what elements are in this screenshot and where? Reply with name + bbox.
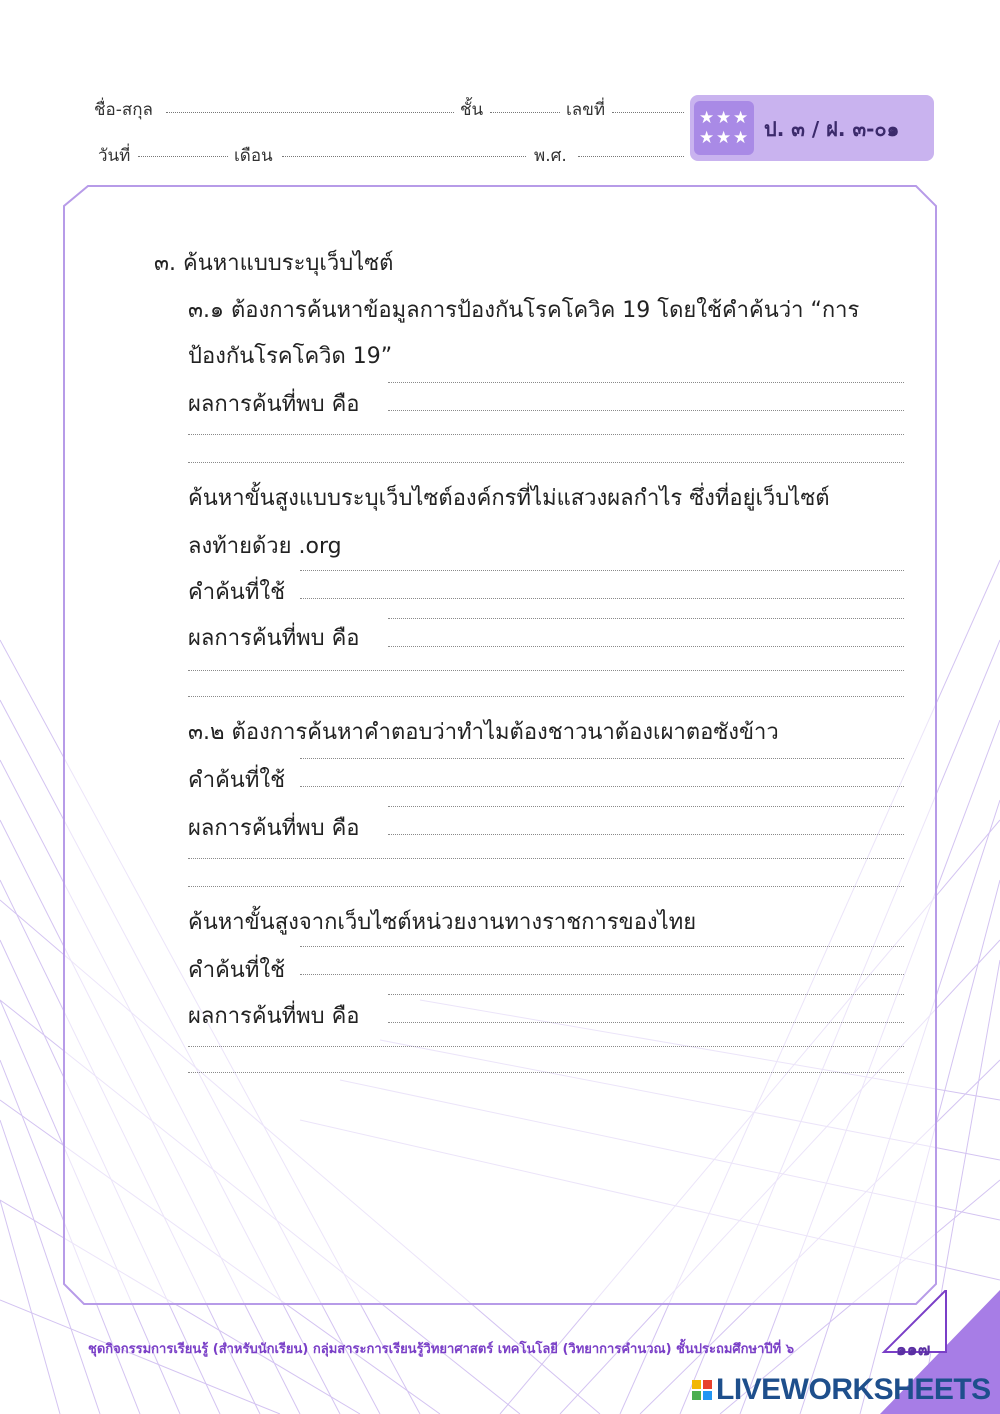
answer-line[interactable] bbox=[388, 806, 904, 807]
answer-line[interactable] bbox=[300, 946, 904, 947]
answer-line[interactable] bbox=[388, 1022, 904, 1023]
advanced-search-1-line2: ลงท้ายด้วย .org bbox=[188, 534, 342, 559]
answer-line[interactable] bbox=[388, 382, 904, 383]
page-number: ๑๑๗ bbox=[896, 1340, 931, 1360]
question-3-title: ๓. ค้นหาแบบระบุเว็บไซต์ bbox=[154, 251, 394, 276]
year-label: พ.ศ. bbox=[534, 146, 567, 166]
answer-line[interactable] bbox=[300, 598, 904, 599]
answer-line[interactable] bbox=[388, 646, 904, 647]
question-3-2-line1: ๓.๒ ต้องการค้นหาคำตอบว่าทำไมต้องชาวนาต้องเผาตอซังข้าว bbox=[188, 720, 779, 745]
number-label: เลขที่ bbox=[566, 100, 606, 120]
result-label: ผลการค้นที่พบ คือ bbox=[188, 1004, 360, 1029]
liveworksheets-logo-icon bbox=[692, 1380, 712, 1400]
worksheet-code: ป. ๓ / ฝ. ๓-๐๑ bbox=[764, 117, 900, 141]
answer-line[interactable] bbox=[388, 834, 904, 835]
question-3-1-line1: ๓.๑ ต้องการค้นหาข้อมูลการป้องกันโรคโควิค 19 โดยใช้คำค้นว่า “การ bbox=[188, 298, 860, 323]
keyword-label: คำค้นที่ใช้ bbox=[188, 768, 286, 793]
day-label: วันที่ bbox=[98, 146, 131, 166]
answer-line[interactable] bbox=[188, 462, 904, 463]
answer-line[interactable] bbox=[188, 696, 904, 697]
footer-series-text: ชุดกิจกรรมการเรียนรู้ (สำหรับนักเรียน) กลุ่มสาระการเรียนรู้วิทยาศาสตร์ เทคโนโลยี (วิทยาการคำนวณ) ชั้นประถมศึกษาปีที่ ๖ bbox=[88, 1342, 794, 1357]
answer-line[interactable] bbox=[188, 1072, 904, 1073]
class-label: ชั้น bbox=[460, 100, 484, 120]
question-3-1-line2: ป้องกันโรคโควิด 19” bbox=[188, 344, 393, 369]
result-label: ผลการค้นที่พบ คือ bbox=[188, 626, 360, 651]
answer-line[interactable] bbox=[188, 1046, 904, 1047]
answer-line[interactable] bbox=[188, 886, 904, 887]
month-label: เดือน bbox=[234, 146, 273, 166]
advanced-search-2-line1: ค้นหาขั้นสูงจากเว็บไซต์หน่วยงานทางราชการของไทย bbox=[188, 910, 697, 935]
advanced-search-1-line1: ค้นหาขั้นสูงแบบระบุเว็บไซต์องค์กรที่ไม่แสวงผลกำไร ซึ่งที่อยู่เว็บไซต์ bbox=[188, 486, 830, 511]
answer-line[interactable] bbox=[188, 858, 904, 859]
answer-line[interactable] bbox=[388, 994, 904, 995]
name-label: ชื่อ-สกุล bbox=[94, 100, 153, 120]
star-icon: ★ bbox=[699, 108, 715, 128]
star-icon: ★ bbox=[716, 108, 732, 128]
answer-line[interactable] bbox=[188, 434, 904, 435]
brand-name: LIVEWORKSHEETS bbox=[716, 1373, 991, 1406]
liveworksheets-brand bbox=[692, 1372, 991, 1408]
answer-line[interactable] bbox=[300, 758, 904, 759]
star-icon: ★ bbox=[733, 128, 749, 148]
answer-line[interactable] bbox=[300, 786, 904, 787]
star-icon: ★ bbox=[733, 108, 749, 128]
answer-line[interactable] bbox=[188, 670, 904, 671]
keyword-label: คำค้นที่ใช้ bbox=[188, 958, 286, 983]
answer-line[interactable] bbox=[300, 974, 904, 975]
star-icon: ★ bbox=[716, 128, 732, 148]
result-label: ผลการค้นที่พบ คือ bbox=[188, 392, 360, 417]
answer-line[interactable] bbox=[300, 570, 904, 571]
result-label: ผลการค้นที่พบ คือ bbox=[188, 816, 360, 841]
keyword-label: คำค้นที่ใช้ bbox=[188, 580, 286, 605]
star-icon: ★ bbox=[699, 128, 715, 148]
answer-line[interactable] bbox=[388, 410, 904, 411]
answer-line[interactable] bbox=[388, 618, 904, 619]
